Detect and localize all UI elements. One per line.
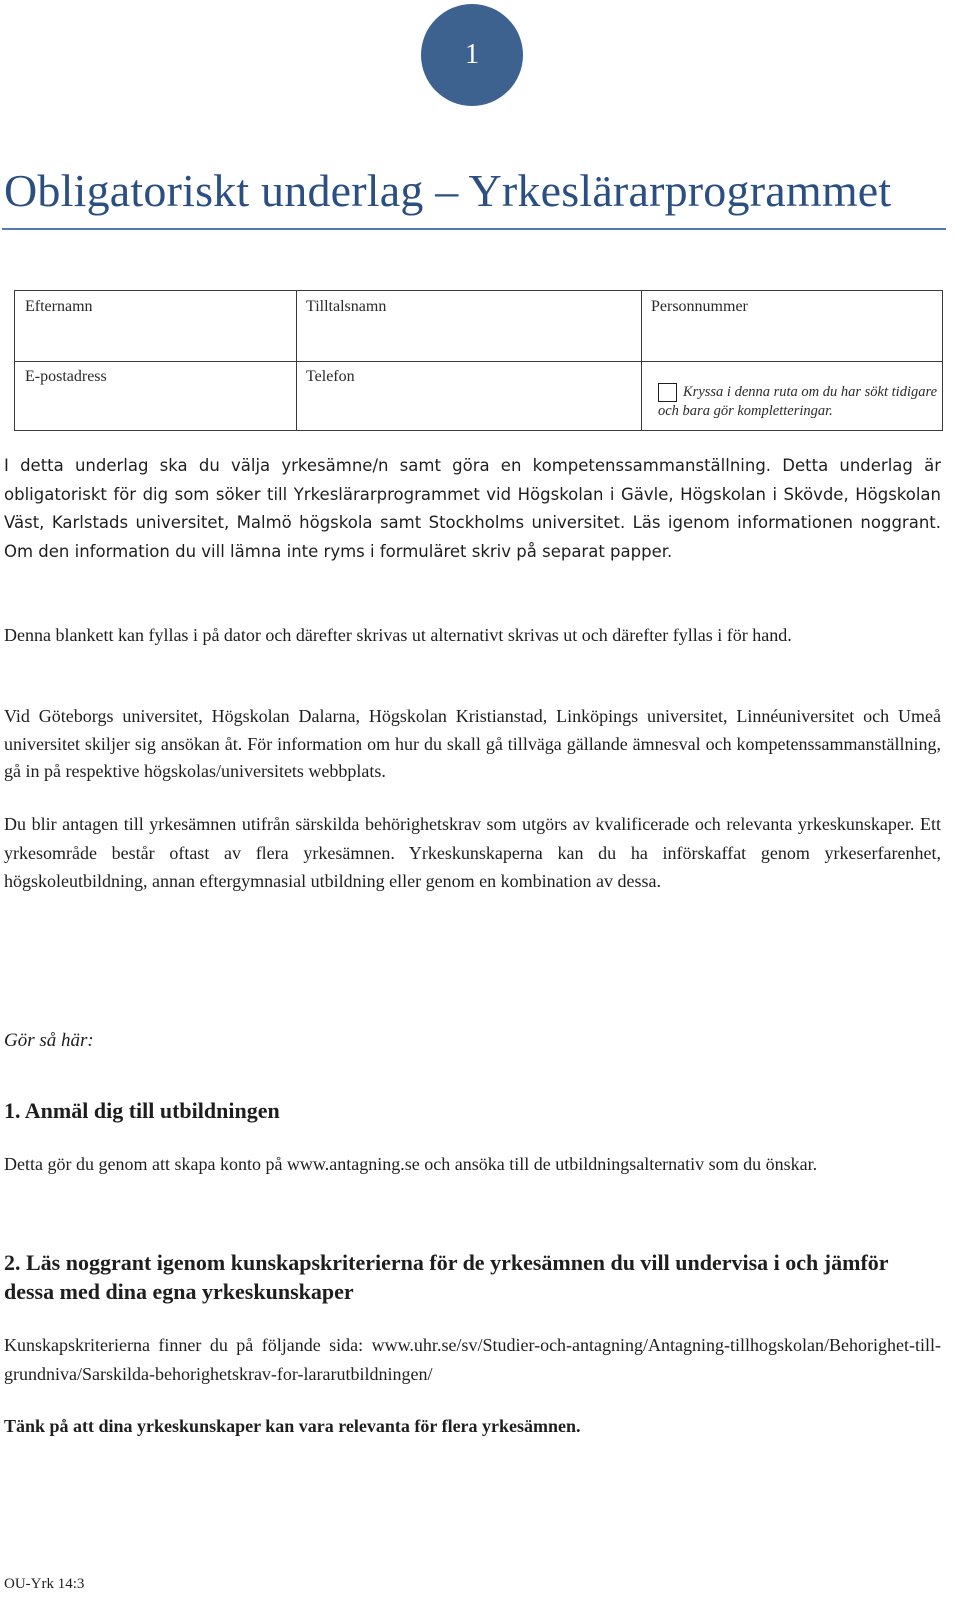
intro-paragraph-4: Du blir antagen till yrkesämnen utifrån särskilda behörighetskrav som utgörs av kvalificerade och relevanta yrkeskunskaper. Ett yrkesområde består oftast av flera yrkesämnen. Yrkeskunskaperna kan du ha införskaffat genom yrkeserfarenhet, högskoleutbildning, annan eftergymnasial utbildning eller genom en kombination av dessa. [4, 814, 941, 891]
epost-label: E-postadress [25, 368, 107, 385]
supplement-checkbox-label: Kryssa i denna ruta om du har sökt tidigare och bara gör kompletteringar. [658, 384, 938, 419]
efternamn-label: Efternamn [25, 298, 93, 315]
supplement-checkbox-cell [641, 361, 943, 431]
intro-paragraph-2: Denna blankett kan fyllas i på dator och därefter skrivas ut alternativt skrivas ut och därefter fyllas i för hand. [4, 625, 792, 645]
telefon-field[interactable] [296, 361, 642, 431]
step2-heading: 2. Läs noggrant igenom kunskapskriterierna för de yrkesämnen du vill undervisa i och jämför dessa med dina egna yrkeskunskaper [4, 1250, 889, 1304]
document-code: OU-Yrk 14:3 [4, 1576, 85, 1592]
page-title: Obligatoriskt underlag – Yrkeslärarprogrammet [4, 165, 892, 216]
instructions-label: Gör så här: [4, 1030, 94, 1051]
supplement-checkbox[interactable] [658, 383, 677, 402]
telefon-label: Telefon [306, 368, 355, 385]
intro-paragraph-3: Vid Göteborgs universitet, Högskolan Dalarna, Högskolan Kristianstad, Linköpings universitet, Linnéuniversitet och Umeå universitet skiljer sig ansökan åt. För information om hur du skall gå tillväga gällande ämnesval och kompetenssammanställning, gå in på respektive högskolas/universitets webbplats. [4, 706, 941, 781]
step1-text: Detta gör du genom att skapa konto på www.antagning.se och ansöka till de utbildningsalternativ som du önskar. [4, 1154, 818, 1174]
intro-paragraph-1: I detta underlag ska du välja yrkesämne/n samt göra en kompetenssammanställning. Detta underlag är obligatoriskt för dig som söker till Yrkeslärarprogrammet vid Högskolan i Gävle, Högskolan i Skövde, Högskolan Väst, Karlstads universitet, Malmö högskola samt Stockholms universitet. Läs igenom informationen noggrant. Om den information du vill lämna inte ryms i formuläret skriv på separat papper. [4, 456, 941, 561]
title-underline [2, 228, 946, 230]
personnummer-label: Personnummer [651, 298, 748, 315]
tilltalsnamn-label: Tilltalsnamn [306, 298, 387, 315]
tilltalsnamn-field[interactable] [296, 291, 642, 362]
personnummer-field[interactable] [641, 291, 943, 362]
efternamn-field[interactable] [15, 291, 297, 362]
supplement-checkbox-row [658, 383, 938, 421]
applicant-info-form [14, 290, 943, 431]
page-number: 1 [465, 39, 479, 70]
step2-text: Kunskapskriterierna finner du på följande sida: www.uhr.se/sv/Studier-och-antagning/Antagning-tillhogskolan/Behorighet-till-grundniva/Sarskilda-behorighetskrav-for-lararutbildningen/ [4, 1335, 941, 1384]
page-number-badge [421, 4, 523, 106]
epost-field[interactable] [15, 361, 297, 431]
step1-heading: 1. Anmäl dig till utbildningen [4, 1098, 280, 1123]
step2-note: Tänk på att dina yrkeskunskaper kan vara relevanta för flera yrkesämnen. [4, 1416, 581, 1436]
